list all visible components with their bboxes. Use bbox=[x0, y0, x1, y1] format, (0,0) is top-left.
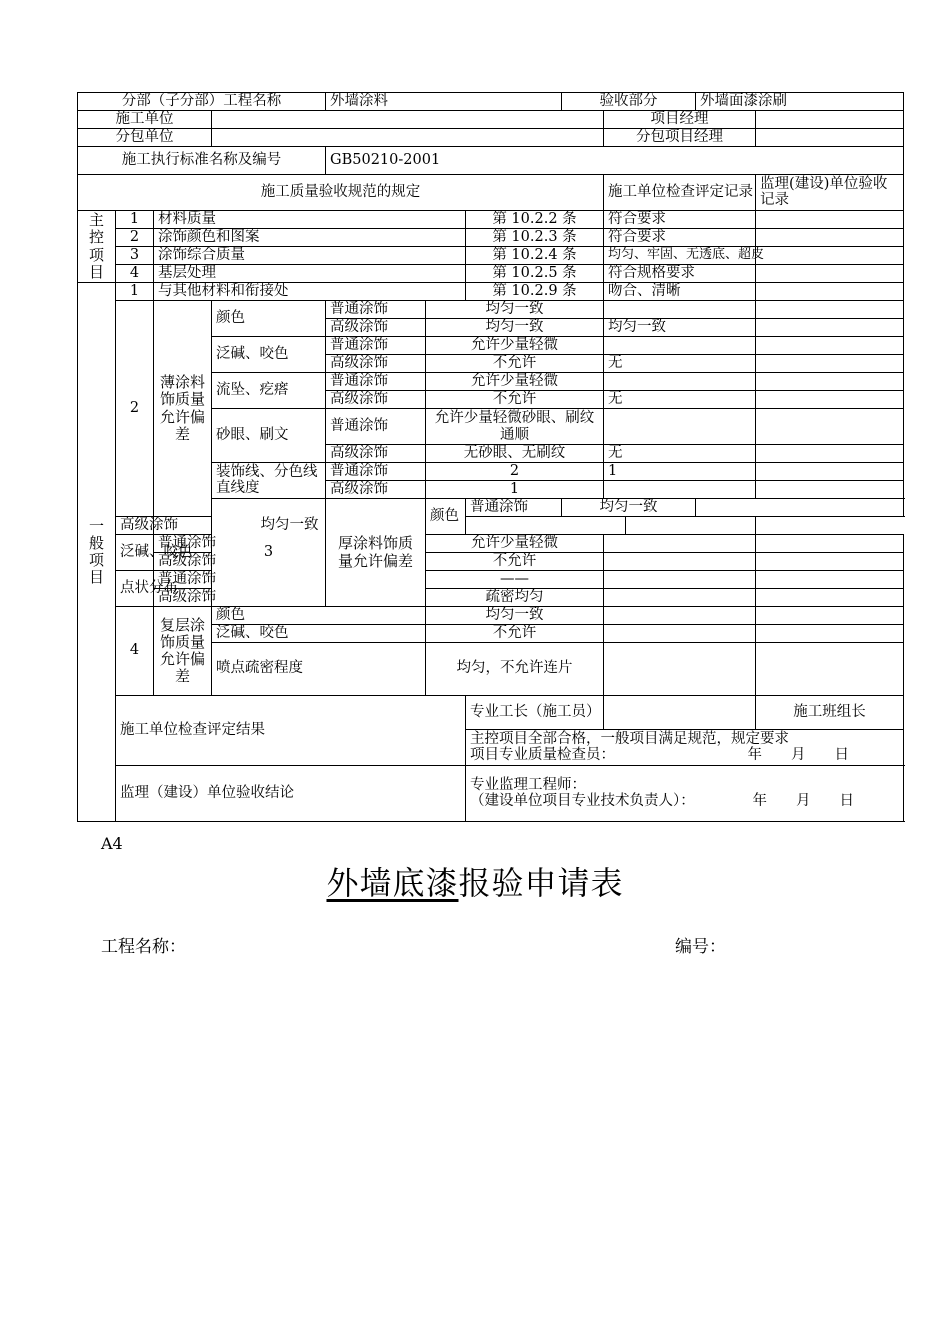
thin-sag-normal-rec bbox=[604, 373, 756, 391]
thin-alkali-normal-std: 允许少量轻微 bbox=[426, 337, 604, 355]
multi-no: 4 bbox=[116, 607, 154, 696]
sub-pm-label: 分包项目经理 bbox=[604, 129, 756, 147]
project-name-value: 外墙涂料 bbox=[326, 93, 562, 111]
thin-sand-normal-sup bbox=[756, 409, 904, 445]
sub-label: 分包单位 bbox=[78, 129, 212, 147]
multi-spray-sup bbox=[756, 643, 904, 696]
result-text: 主控项目全部合格，一般项目满足规范，规定要求 bbox=[470, 730, 789, 747]
thick-alkali-high-rec bbox=[604, 553, 756, 571]
thin-no: 2 bbox=[116, 301, 154, 517]
multi-label: 复层涂饰质量允许偏差 bbox=[154, 607, 212, 696]
thin-alkali-normal: 普通涂饰 bbox=[326, 337, 426, 355]
owner-rep-label: （建设单位项目专业技术负责人）： bbox=[470, 792, 695, 809]
thin-color-high-rec: 均匀一致 bbox=[604, 319, 756, 337]
thin-sand-high-sup bbox=[756, 445, 904, 463]
thick-alkali-normal: 普通涂饰 bbox=[154, 535, 212, 553]
conclusion-cell bbox=[466, 766, 904, 822]
main-super-4 bbox=[756, 265, 904, 283]
thick-color-high-std: 均匀一致 bbox=[154, 517, 426, 535]
main-group-label: 主控项目 bbox=[78, 211, 116, 283]
thick-dots-high-rec bbox=[604, 589, 756, 607]
pm-label: 项目经理 bbox=[604, 111, 756, 129]
thin-sag-high: 高级涂饰 bbox=[326, 391, 426, 409]
multi-color-rec bbox=[604, 607, 756, 625]
thin-line-normal-rec: 1 bbox=[604, 463, 756, 481]
thin-color-high-std: 均匀一致 bbox=[426, 319, 604, 337]
thin-alkali-normal-sup bbox=[756, 337, 904, 355]
thin-color: 颜色 bbox=[212, 301, 326, 337]
main-no-3: 3 bbox=[116, 247, 154, 265]
general-super-1 bbox=[756, 283, 904, 301]
pm-value bbox=[756, 111, 904, 129]
thick-dots-high: 高级涂饰 bbox=[154, 589, 212, 607]
col-spec: 施工质量验收规范的规定 bbox=[78, 175, 604, 211]
project-name-field-label: 工程名称： bbox=[101, 937, 186, 957]
thin-sag-high-sup bbox=[756, 391, 904, 409]
main-item-1: 材料质量 bbox=[154, 211, 466, 229]
thick-color: 颜色 bbox=[426, 499, 466, 535]
general-no-1: 1 bbox=[116, 283, 154, 301]
thin-sag-normal: 普通涂饰 bbox=[326, 373, 426, 391]
thin-alkali-normal-rec bbox=[604, 337, 756, 355]
thin-color-normal-sup bbox=[756, 301, 904, 319]
thick-dots: 点状分布 bbox=[116, 571, 154, 607]
thin-line-high: 高级涂饰 bbox=[326, 481, 426, 499]
page-title bbox=[0, 858, 950, 904]
main-item-4: 基层处理 bbox=[154, 265, 466, 283]
thick-color-normal: 普通涂饰 bbox=[466, 499, 562, 517]
result-cell bbox=[466, 730, 904, 766]
thin-sag-normal-std: 允许少量轻微 bbox=[426, 373, 604, 391]
thin-line: 装饰线、分色线直线度 bbox=[212, 463, 326, 499]
multi-spray-std: 均匀，不允许连片 bbox=[426, 643, 604, 696]
main-no-2: 2 bbox=[116, 229, 154, 247]
thick-dots-normal-std: —— bbox=[426, 571, 604, 589]
thin-sand-high: 高级涂饰 bbox=[326, 445, 426, 463]
main-item-3: 涂饰综合质量 bbox=[154, 247, 466, 265]
thin-alkali-high-sup bbox=[756, 355, 904, 373]
general-record-1: 吻合、清晰 bbox=[604, 283, 756, 301]
thin-sand-high-std: 无砂眼、无刷纹 bbox=[426, 445, 604, 463]
main-record-1: 符合要求 bbox=[604, 211, 756, 229]
thick-color-high-sup bbox=[626, 517, 756, 535]
general-group-label: 一般项目 bbox=[78, 283, 116, 822]
part-value: 外墙面漆涂刷 bbox=[696, 93, 904, 111]
main-clause-1: 第 10.2.2 条 bbox=[466, 211, 604, 229]
multi-alkali-sup bbox=[756, 625, 904, 643]
thin-sag-high-std: 不允许 bbox=[426, 391, 604, 409]
multi-color-std: 均匀一致 bbox=[426, 607, 604, 625]
main-record-3: 均匀、牢固、无透底、超皮 bbox=[604, 247, 756, 265]
thin-line-normal-sup bbox=[756, 463, 904, 481]
thick-alkali-normal-rec bbox=[604, 535, 756, 553]
sub-value bbox=[212, 129, 604, 147]
thick-dots-normal-sup bbox=[756, 571, 904, 589]
main-super-3 bbox=[756, 247, 904, 265]
thick-color-high-rec bbox=[466, 517, 626, 535]
thick-color-normal-std: 均匀一致 bbox=[562, 499, 696, 517]
main-clause-4: 第 10.2.5 条 bbox=[466, 265, 604, 283]
thick-alkali: 泛碱、咬色 bbox=[116, 535, 154, 571]
result-date: 年 月 日 bbox=[747, 746, 850, 763]
main-no-4: 4 bbox=[116, 265, 154, 283]
contractor-value bbox=[212, 111, 604, 129]
general-clause-1: 第 10.2.9 条 bbox=[466, 283, 604, 301]
main-clause-2: 第 10.2.3 条 bbox=[466, 229, 604, 247]
multi-alkali-rec bbox=[604, 625, 756, 643]
multi-spray: 喷点疏密程度 bbox=[212, 643, 426, 696]
result-label: 施工单位检查评定结果 bbox=[116, 696, 466, 766]
thin-sag-normal-sup bbox=[756, 373, 904, 391]
general-item-1: 与其他材料和衔接处 bbox=[154, 283, 466, 301]
main-item-2: 涂饰颜色和图案 bbox=[154, 229, 466, 247]
main-super-2 bbox=[756, 229, 904, 247]
team-leader-label: 施工班组长 bbox=[756, 696, 904, 730]
thick-alkali-high: 高级涂饰 bbox=[154, 553, 212, 571]
project-name-label: 分部（子分部）工程名称 bbox=[78, 93, 326, 111]
title-underlined: 外墙底漆 bbox=[326, 864, 459, 902]
thin-color-high: 高级涂饰 bbox=[326, 319, 426, 337]
main-super-1 bbox=[756, 211, 904, 229]
main-record-4: 符合规格要求 bbox=[604, 265, 756, 283]
inspector-label: 项目专业质量检查员： bbox=[470, 746, 615, 763]
conclusion-date: 年 月 日 bbox=[752, 792, 855, 809]
main-clause-3: 第 10.2.4 条 bbox=[466, 247, 604, 265]
thin-alkali-high-rec: 无 bbox=[604, 355, 756, 373]
part-label: 验收部分 bbox=[562, 93, 696, 111]
multi-color-sup bbox=[756, 607, 904, 625]
thick-dots-high-sup bbox=[756, 589, 904, 607]
acceptance-table bbox=[77, 92, 904, 822]
main-record-2: 符合要求 bbox=[604, 229, 756, 247]
thin-sag: 流坠、疙瘩 bbox=[212, 373, 326, 409]
multi-spray-rec bbox=[604, 643, 756, 696]
multi-alkali: 泛碱、咬色 bbox=[212, 625, 426, 643]
foreman-value bbox=[604, 696, 756, 730]
multi-alkali-std: 不允许 bbox=[426, 625, 604, 643]
thin-alkali-high-std: 不允许 bbox=[426, 355, 604, 373]
standard-value: GB50210-2001 bbox=[326, 147, 904, 175]
title-rest: 报验申请表 bbox=[458, 864, 624, 902]
contractor-label: 施工单位 bbox=[78, 111, 212, 129]
thin-alkali: 泛碱、咬色 bbox=[212, 337, 326, 373]
thin-sand-normal-rec bbox=[604, 409, 756, 445]
thin-line-high-std: 1 bbox=[426, 481, 604, 499]
number-field-label: 编号： bbox=[675, 937, 726, 957]
thick-alkali-high-std: 不允许 bbox=[426, 553, 604, 571]
thick-color-high: 高级涂饰 bbox=[116, 517, 154, 535]
col-check: 施工单位检查评定记录 bbox=[604, 175, 756, 211]
thin-color-normal-std: 均匀一致 bbox=[426, 301, 604, 319]
thick-alkali-normal-std: 允许少量轻微 bbox=[426, 535, 604, 553]
multi-color: 颜色 bbox=[212, 607, 426, 625]
thick-dots-normal-rec bbox=[604, 571, 756, 589]
thin-alkali-high: 高级涂饰 bbox=[326, 355, 426, 373]
thin-sag-high-rec: 无 bbox=[604, 391, 756, 409]
foreman-label: 专业工长（施工员） bbox=[466, 696, 604, 730]
thin-line-normal: 普通涂饰 bbox=[326, 463, 426, 481]
conclusion-label: 监理（建设）单位验收结论 bbox=[116, 766, 466, 822]
page-code: A4 bbox=[101, 834, 123, 853]
main-no-1: 1 bbox=[116, 211, 154, 229]
thin-line-high-sup bbox=[756, 481, 904, 499]
thick-dots-high-std: 疏密均匀 bbox=[426, 589, 604, 607]
thin-color-normal: 普通涂饰 bbox=[326, 301, 426, 319]
thin-color-normal-rec bbox=[604, 301, 756, 319]
thick-color-normal-rec bbox=[696, 499, 904, 517]
thick-alkali-normal-sup bbox=[756, 535, 904, 553]
sub-pm-value bbox=[756, 129, 904, 147]
thin-label: 薄涂料饰质量允许偏差 bbox=[154, 301, 212, 517]
thick-label: 厚涂料饰质量允许偏差 bbox=[326, 499, 426, 607]
thin-sand: 砂眼、刷文 bbox=[212, 409, 326, 463]
thin-color-high-sup bbox=[756, 319, 904, 337]
thin-sand-high-rec: 无 bbox=[604, 445, 756, 463]
thick-alkali-high-sup bbox=[756, 553, 904, 571]
thin-line-normal-std: 2 bbox=[426, 463, 604, 481]
col-supervision: 监理(建设)单位验收记录 bbox=[756, 175, 904, 211]
thin-sand-normal-std: 允许少量轻微砂眼、刷纹通顺 bbox=[426, 409, 604, 445]
thin-line-high-rec bbox=[604, 481, 756, 499]
engineer-label: 专业监理工程师： bbox=[470, 776, 586, 793]
standard-label: 施工执行标准名称及编号 bbox=[78, 147, 326, 175]
thick-dots-normal: 普通涂饰 bbox=[154, 571, 212, 589]
thick-no: 3 bbox=[212, 499, 326, 607]
thin-sand-normal: 普通涂饰 bbox=[326, 409, 426, 445]
